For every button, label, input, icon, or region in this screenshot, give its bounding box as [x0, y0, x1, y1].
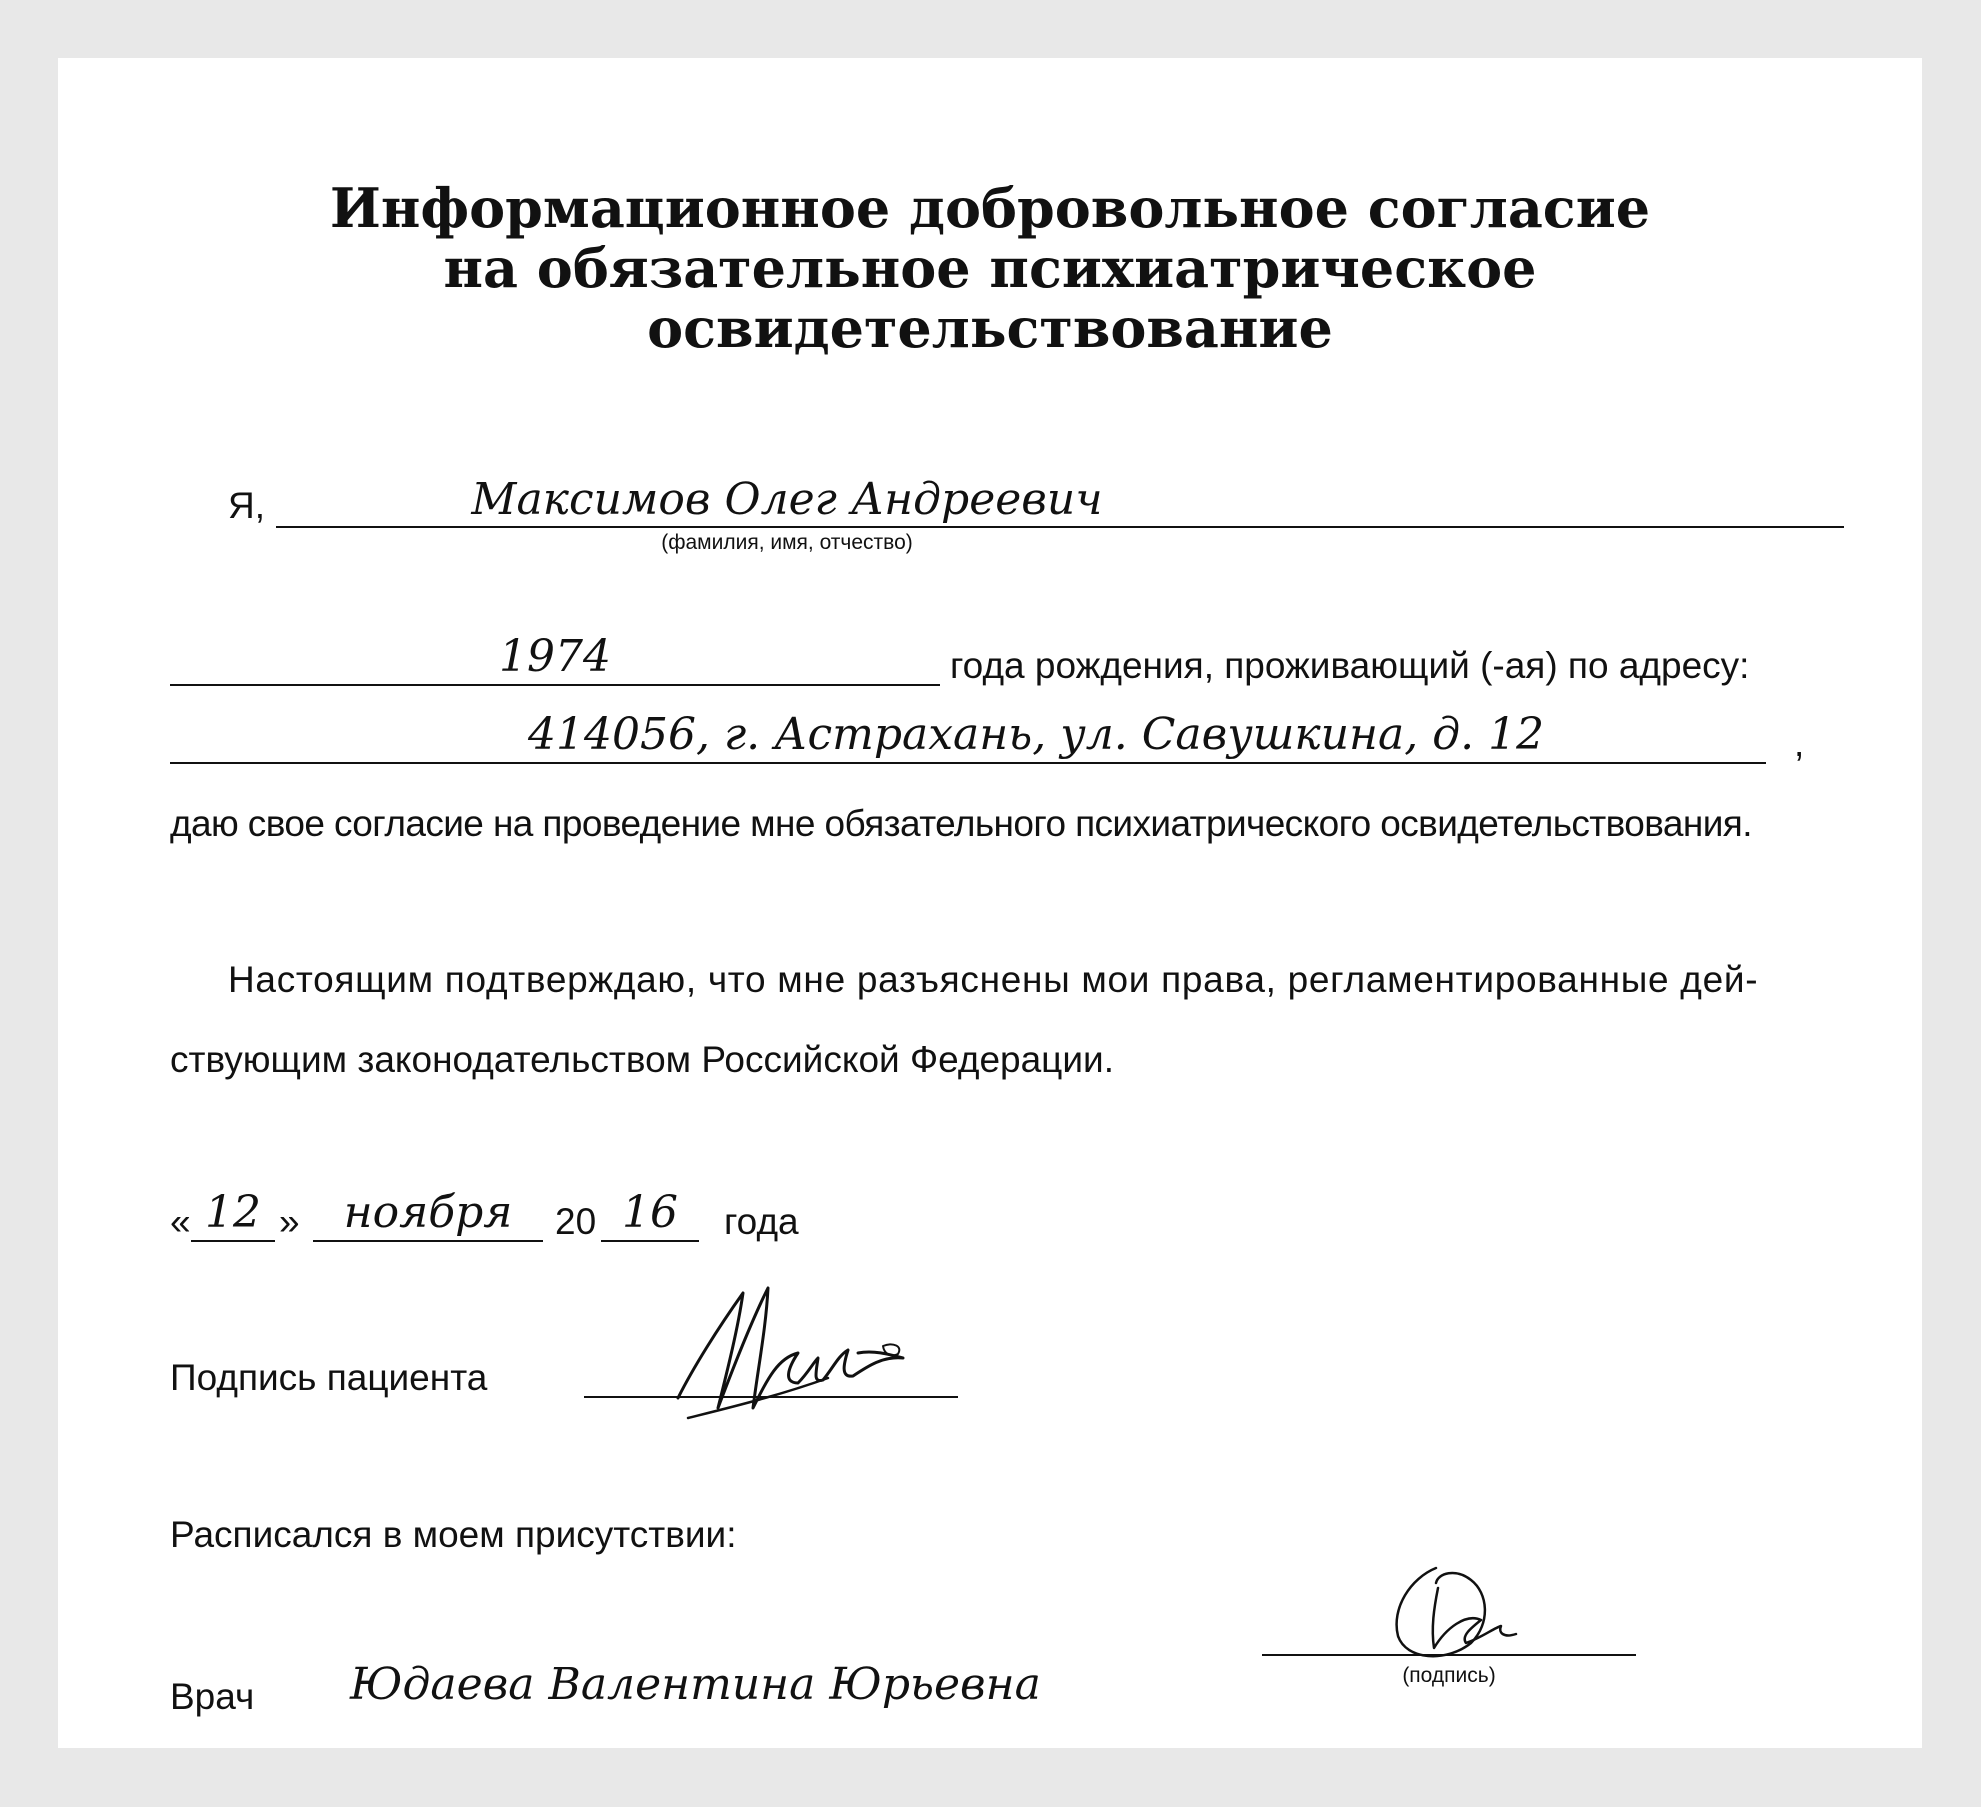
witness-heading: Расписался в моем присутствии: — [170, 1514, 737, 1555]
title-line-1: Информационное добровольное согласие — [329, 176, 1651, 240]
rights-text-line-2: ствующим законодательством Российской Федерации. — [170, 1039, 1114, 1080]
date-close-quote: » — [279, 1201, 300, 1242]
date-month: ноября — [343, 1187, 513, 1238]
address-comma: , — [1794, 723, 1805, 764]
date-year-suffix: 16 — [622, 1187, 678, 1238]
doctor-name: Юдаева Валентина Юрьевна — [350, 1659, 1041, 1710]
birth-year: 1974 — [499, 631, 611, 682]
doctor-signature-image — [1376, 1548, 1566, 1678]
consent-text: даю свое согласие на проведение мне обязательного психиатрического освидетельствования. — [170, 803, 1752, 844]
address-line — [170, 762, 1766, 764]
patient-address: 414056, г. Астрахань, ул. Савушкина, д. 12 — [528, 709, 1545, 760]
signature-caption: (подпись) — [1402, 1664, 1496, 1687]
prefix-i: Я, — [228, 485, 265, 526]
birth-year-line — [170, 684, 940, 686]
date-suffix: года — [724, 1201, 799, 1242]
doctor-role: Врач — [170, 1676, 255, 1717]
title-line-3: освидетельствование — [647, 296, 1333, 360]
document-title — [58, 178, 1922, 358]
date-open-quote: « — [170, 1201, 191, 1242]
title-line-2: на обязательное психиатрическое — [443, 236, 1537, 300]
name-line — [276, 526, 1844, 528]
date-century: 20 — [555, 1201, 597, 1242]
patient-full-name: Максимов Олег Андреевич — [471, 474, 1103, 525]
month-line — [313, 1240, 543, 1242]
year-line — [601, 1240, 699, 1242]
rights-text-line-1: Настоящим подтверждаю, что мне разъяснены мои права, регламентированные дей- — [228, 959, 1759, 1000]
date-day: 12 — [205, 1187, 261, 1238]
name-caption: (фамилия, имя, отчество) — [661, 531, 913, 554]
day-line — [191, 1240, 275, 1242]
patient-signature-label: Подпись пациента — [170, 1357, 488, 1398]
birth-text: года рождения, проживающий (-ая) по адресу: — [950, 645, 1750, 686]
patient-signature-image — [658, 1258, 918, 1428]
document-sheet — [58, 58, 1922, 1748]
